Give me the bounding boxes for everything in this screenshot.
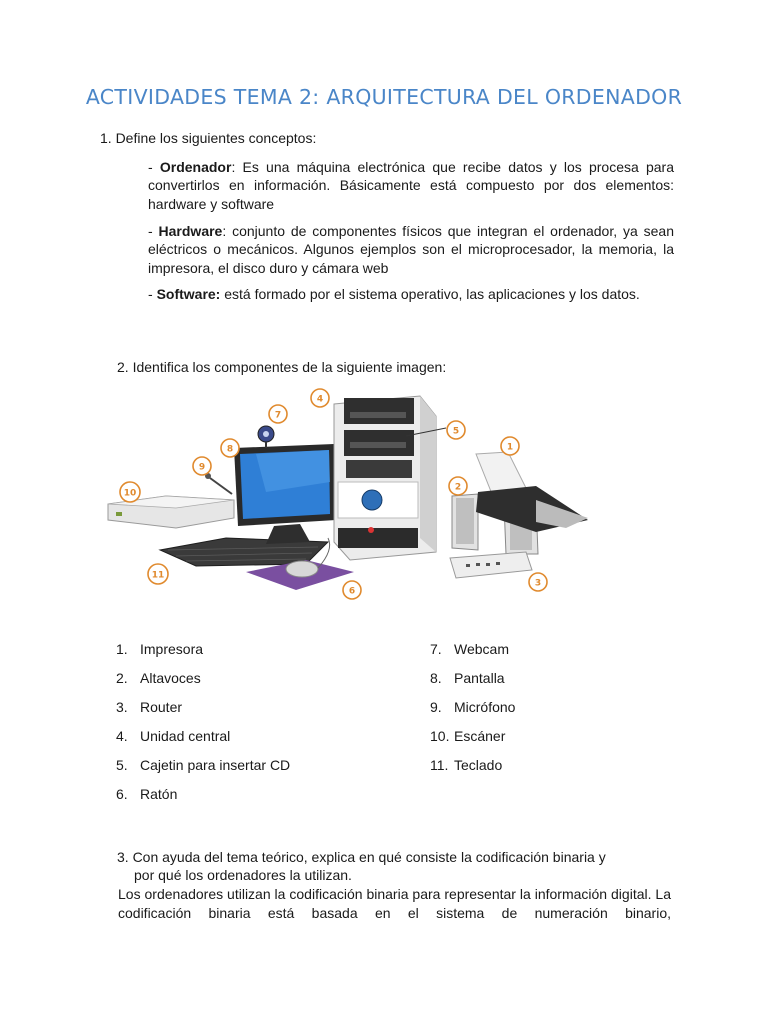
badge-3 (529, 573, 547, 591)
component-number: 3. (116, 699, 128, 715)
component-item (116, 757, 290, 773)
component-label: Router (140, 699, 183, 715)
question-2-prompt: 2. Identifica los componentes de la siguiente imagen: (117, 359, 447, 375)
component-number: 7. (430, 641, 442, 657)
badge-6-label: 6 (348, 586, 356, 597)
definition-ordenador: - Ordenador: Es una máquina electrónica que recibe datos y los procesa para convertirlos en información. Básicamente está compuesto por dos elementos: hardware y software (148, 159, 674, 212)
component-number: 8. (430, 670, 442, 686)
printer-image (476, 452, 588, 532)
badge-11 (148, 564, 168, 584)
computer-components-illustration (106, 382, 592, 604)
component-number: 5. (116, 757, 128, 773)
component-number: 4. (116, 728, 128, 744)
component-label: Escáner (454, 728, 506, 744)
badge-4-label: 4 (316, 394, 324, 405)
badge-9-label: 9 (198, 462, 206, 473)
component-item (430, 699, 515, 715)
definition-software: - Software: está formado por el sistema operativo, las aplicaciones y los datos. (148, 286, 640, 302)
question-1-prompt: 1. Define los siguientes conceptos: (100, 130, 317, 146)
tower-image (334, 396, 446, 560)
badge-10 (120, 482, 140, 502)
question-3-line-1: 3. Con ayuda del tema teórico, explica en qué consiste la codificación binaria y (117, 849, 606, 865)
component-label: Pantalla (454, 670, 505, 686)
badge-8 (221, 439, 239, 457)
component-item (430, 757, 502, 773)
definition-hardware: - Hardware: conjunto de componentes físicos que integran el ordenador, ya sean eléctricos o mecánicos. Algunos ejemplos son el microprocesador, la memoria, la impresora, el disco duro y cámara web (148, 223, 674, 276)
definition-text: está formado por el sistema operativo, las aplicaciones y los datos. (220, 286, 640, 302)
badge-11-label: 11 (151, 570, 165, 581)
page-title: ACTIVIDADES TEMA 2: ARQUITECTURA DEL ORDENADOR (85, 85, 683, 109)
component-item (116, 670, 201, 686)
component-item (430, 670, 505, 686)
definition-term: Software: (156, 286, 221, 302)
badge-2 (449, 477, 467, 495)
definition-text: : Es una máquina electrónica que recibe datos y los procesa para convertirlos en información. Básicamente está compuesto por dos elementos: hardware y software (148, 159, 674, 212)
component-label: Micrófono (454, 699, 516, 715)
component-label: Cajetin para insertar CD (140, 757, 291, 773)
badge-7-label: 7 (274, 410, 282, 421)
badge-5 (447, 421, 465, 439)
question-3-answer: Los ordenadores utilizan la codificación binaria para representar la información digital. La codificación binaria está basada en el sistema de numeración binario, (118, 886, 671, 921)
component-item (116, 786, 177, 802)
component-item (116, 728, 230, 744)
badge-9 (193, 457, 211, 475)
component-label: Impresora (140, 641, 204, 657)
question-3-line-2: por qué los ordenadores la utilizan. (134, 866, 352, 883)
question-3-prompt (117, 849, 673, 884)
component-label: Ratón (140, 786, 178, 802)
definition-text: : conjunto de componentes físicos que integran el ordenador, ya sean eléctricos o mecánicos. Algunos ejemplos son el microprocesador, la memoria, la impresora, el disco duro y cámara web (148, 223, 674, 276)
component-label: Teclado (454, 757, 503, 773)
badge-4 (311, 389, 329, 407)
badge-1 (501, 437, 519, 455)
component-label: Webcam (454, 641, 509, 657)
badge-6 (343, 581, 361, 599)
component-item (430, 728, 505, 744)
component-number: 2. (116, 670, 128, 686)
router-image (450, 552, 532, 578)
badge-2-label: 2 (454, 482, 462, 493)
badge-7 (269, 405, 287, 423)
badge-10-label: 10 (123, 488, 137, 499)
badge-3-label: 3 (534, 578, 542, 589)
badge-8-label: 8 (226, 444, 234, 455)
component-item (430, 641, 509, 657)
badge-5-label: 5 (452, 426, 460, 437)
webcam-image (258, 426, 274, 448)
component-number: 6. (116, 786, 128, 802)
component-number: 1. (116, 641, 128, 657)
component-label: Altavoces (140, 670, 201, 686)
component-label: Unidad central (140, 728, 231, 744)
definition-term: Ordenador (159, 159, 232, 175)
microphone-image (205, 473, 232, 494)
monitor-image (234, 444, 336, 544)
component-number: 9. (430, 699, 442, 715)
component-number: 11. (430, 757, 449, 773)
badge-1-label: 1 (506, 442, 514, 453)
component-number: 10. (430, 728, 450, 744)
component-item (116, 641, 203, 657)
component-item (116, 699, 182, 715)
definition-term: Hardware (158, 223, 223, 239)
